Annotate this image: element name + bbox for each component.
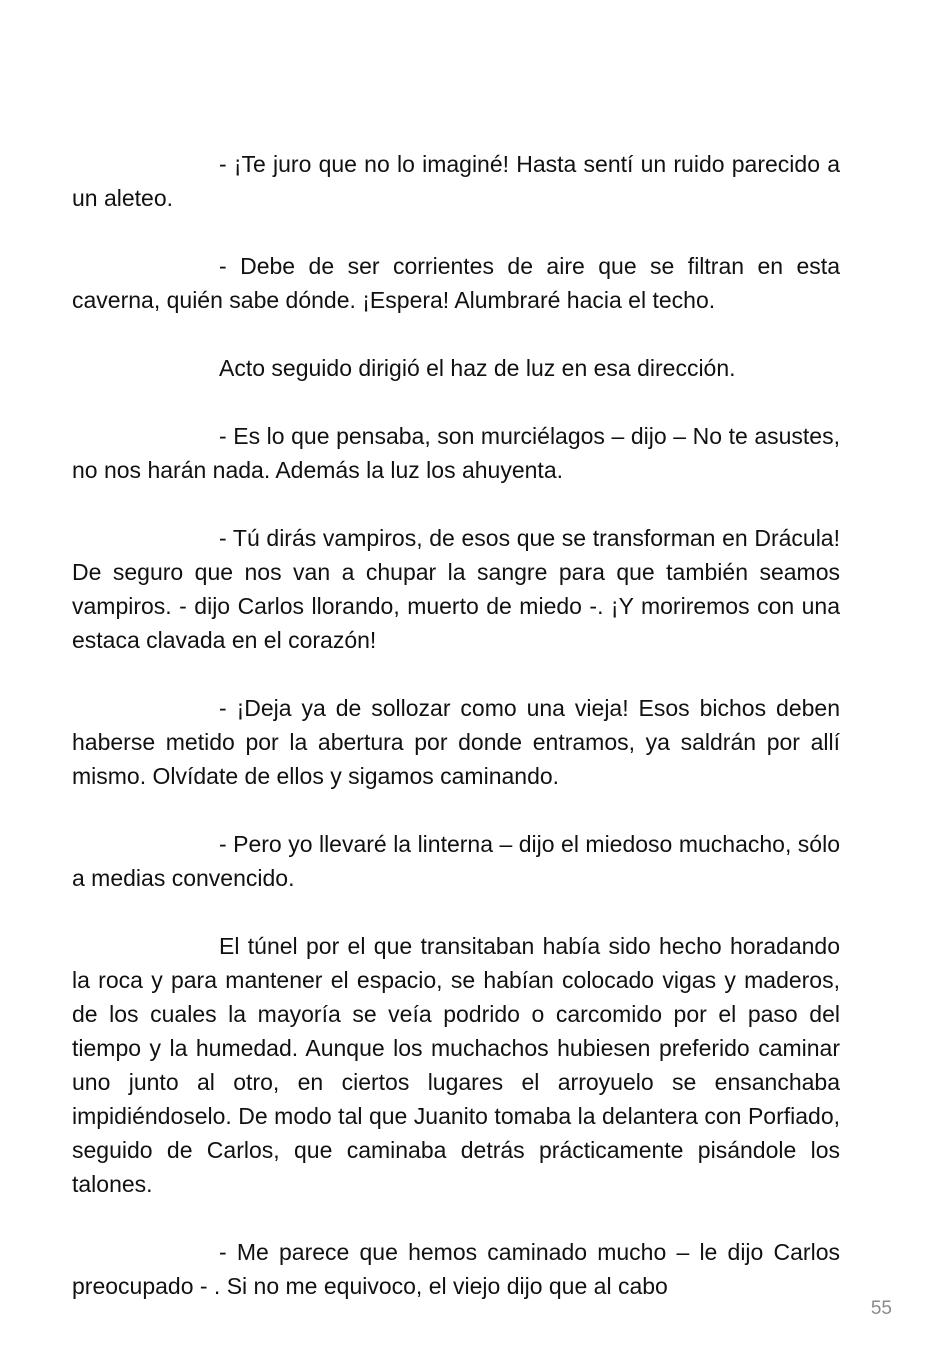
paragraph-9: - Me parece que hemos caminado mucho – le dijo Carlos preocupado - . Si no me equivoco, el viejo dijo que al cabo	[72, 1239, 840, 1299]
paragraph-6: - ¡Deja ya de sollozar como una vieja! Esos bichos deben haberse metido por la abertura por donde entramos, ya saldrán por allí mismo. Olvídate de ellos y sigamos caminando.	[72, 695, 840, 789]
paragraph-1: - ¡Te juro que no lo imaginé! Hasta sentí un ruido parecido a un aleteo.	[72, 151, 840, 211]
paragraph-2: - Debe de ser corrientes de aire que se filtran en esta caverna, quién sabe dónde. ¡Espera! Alumbraré hacia el techo.	[72, 253, 840, 313]
paragraph-3: Acto seguido dirigió el haz de luz en esa dirección.	[219, 355, 736, 381]
paragraph-5: - Tú dirás vampiros, de esos que se transforman en Drácula! De seguro que nos van a chupar la sangre para que también seamos vampiros. - dijo Carlos llorando, muerto de miedo -. ¡Y moriremos con una estaca clavada en el corazón!	[72, 525, 840, 653]
paragraph-7: - Pero yo llevaré la linterna – dijo el miedoso muchacho, sólo a medias convencido.	[72, 831, 840, 891]
paragraph-4: - Es lo que pensaba, son murciélagos – dijo – No te asustes, no nos harán nada. Además la luz los ahuyenta.	[72, 423, 840, 483]
page-number: 55	[870, 1298, 892, 1319]
page-text	[72, 147, 840, 1303]
paragraph-8: El túnel por el que transitaban había sido hecho horadando la roca y para mantener el espacio, se habían colocado vigas y maderos, de los cuales la mayoría se veía podrido o carcomido por el paso del tiempo y la humedad. Aunque los muchachos hubiesen preferido caminar uno junto al otro, en ciertos lugares el arroyuelo se ensanchaba impidiéndoselo. De modo tal que Juanito tomaba la delantera con Porfiado, seguido de Carlos, que caminaba detrás prácticamente pisándole los talones.	[72, 933, 840, 1197]
